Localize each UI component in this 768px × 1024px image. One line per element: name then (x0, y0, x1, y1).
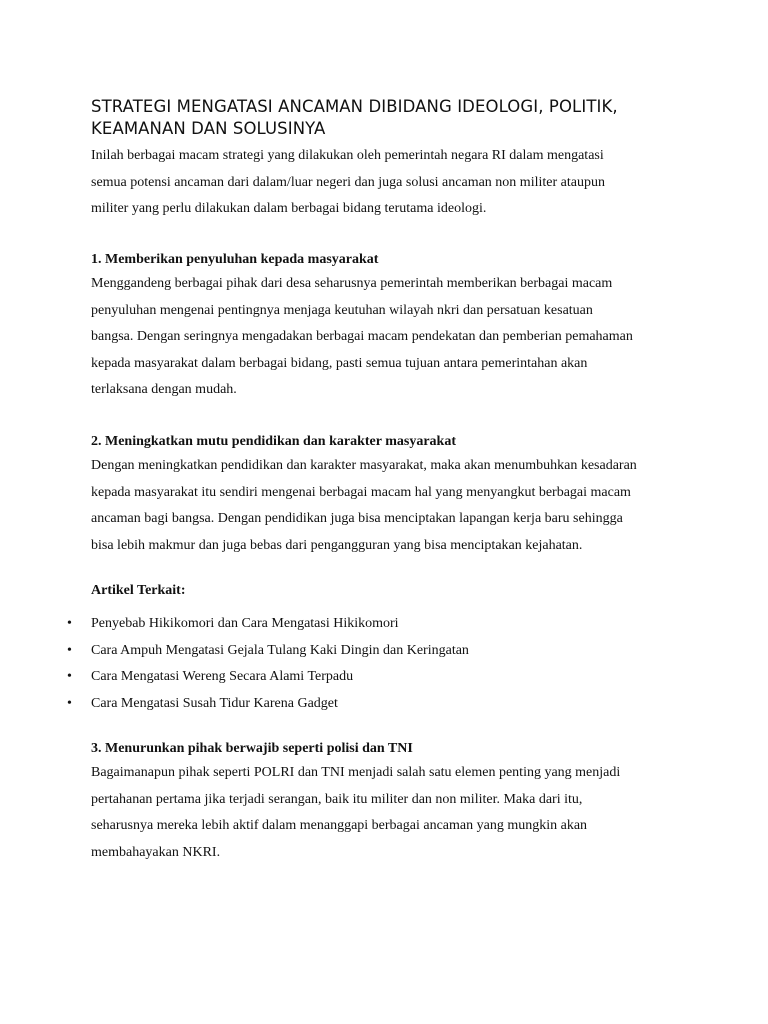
section-line: kepada masyarakat dalam berbagai bidang, pasti semua tujuan antara pemerintahan akan (91, 355, 588, 371)
related-link[interactable]: Penyebab Hikikomori dan Cara Mengatasi Hikikomori (91, 616, 399, 631)
section-line: kepada masyarakat itu sendiri mengenai berbagai macam hal yang menyangkut berbagai macam (91, 484, 631, 500)
section-line: Bagaimanapun pihak seperti POLRI dan TNI menjadi salah satu elemen penting yang menjadi (91, 765, 621, 780)
related-item[interactable] (67, 664, 691, 691)
article-title-line-1: STRATEGI MENGATASI ANCAMAN DIBIDANG IDEOLOGI, POLITIK, (91, 97, 618, 116)
section-heading: 3. Menurunkan pihak berwajib seperti polisi dan TNI (91, 741, 413, 756)
section-line: seharusnya mereka lebih aktif dalam menanggapi berbagai ancaman yang mungkin akan (91, 818, 588, 833)
related-heading: Artikel Terkait: (91, 583, 186, 598)
related-articles (67, 580, 691, 717)
bullet-icon: • (67, 642, 72, 658)
related-item[interactable] (67, 611, 691, 638)
section-line: bangsa. Dengan seringnya mengadakan berbagai macam pendekatan dan pemberian pemahaman (91, 329, 633, 344)
section-2 (91, 431, 691, 559)
related-link[interactable]: Cara Ampuh Mengatasi Gejala Tulang Kaki Dingin dan Keringatan (91, 642, 469, 658)
section-line: penyuluhan mengenai pentingnya menjaga keutuhan wilayah nkri dan persatuan kesatuan (91, 302, 593, 318)
intro-line: semua potensi ancaman dari dalam/luar negeri dan juga solusi ancaman non militer ataupun (91, 174, 605, 190)
bullet-icon: • (67, 669, 72, 684)
section-line: terlaksana dengan mudah. (91, 382, 237, 397)
section-line: Dengan meningkatkan pendidikan dan karakter masyarakat, maka akan menumbuhkan kesadaran (91, 458, 637, 473)
intro-line: militer yang perlu dilakukan dalam berbagai bidang terutama ideologi. (91, 201, 487, 216)
section-line: membahayakan NKRI. (91, 844, 221, 860)
related-item[interactable] (67, 638, 691, 665)
section-line: bisa lebih makmur dan juga bebas dari pengangguran yang bisa menciptakan kejahatan. (91, 537, 583, 553)
intro-line: Inilah berbagai macam strategi yang dilakukan oleh pemerintah negara RI dalam mengatasi (91, 148, 604, 163)
intro-paragraph (91, 143, 691, 223)
related-link[interactable]: Cara Mengatasi Susah Tidur Karena Gadget (91, 695, 338, 711)
article-title (91, 96, 691, 140)
related-link[interactable]: Cara Mengatasi Wereng Secara Alami Terpadu (91, 669, 354, 684)
section-line: pertahanan pertama jika terjadi serangan, baik itu militer dan non militer. Maka dari itu, (91, 791, 583, 807)
section-line: Menggandeng berbagai pihak dari desa seharusnya pemerintah memberikan berbagai macam (91, 276, 613, 291)
section-heading: 2. Meningkatkan mutu pendidikan dan karakter masyarakat (91, 434, 456, 449)
section-heading: 1. Memberikan penyuluhan kepada masyarakat (91, 252, 379, 267)
section-line: ancaman bagi bangsa. Dengan pendidikan juga bisa menciptakan lapangan kerja baru sehingga (91, 511, 623, 526)
related-item[interactable] (67, 691, 691, 718)
bullet-icon: • (67, 695, 72, 711)
article-title-line-2: KEAMANAN DAN SOLUSINYA (91, 119, 326, 138)
bullet-icon: • (67, 616, 72, 631)
related-list (67, 611, 691, 717)
section-1 (91, 249, 691, 404)
section-3 (91, 738, 691, 866)
